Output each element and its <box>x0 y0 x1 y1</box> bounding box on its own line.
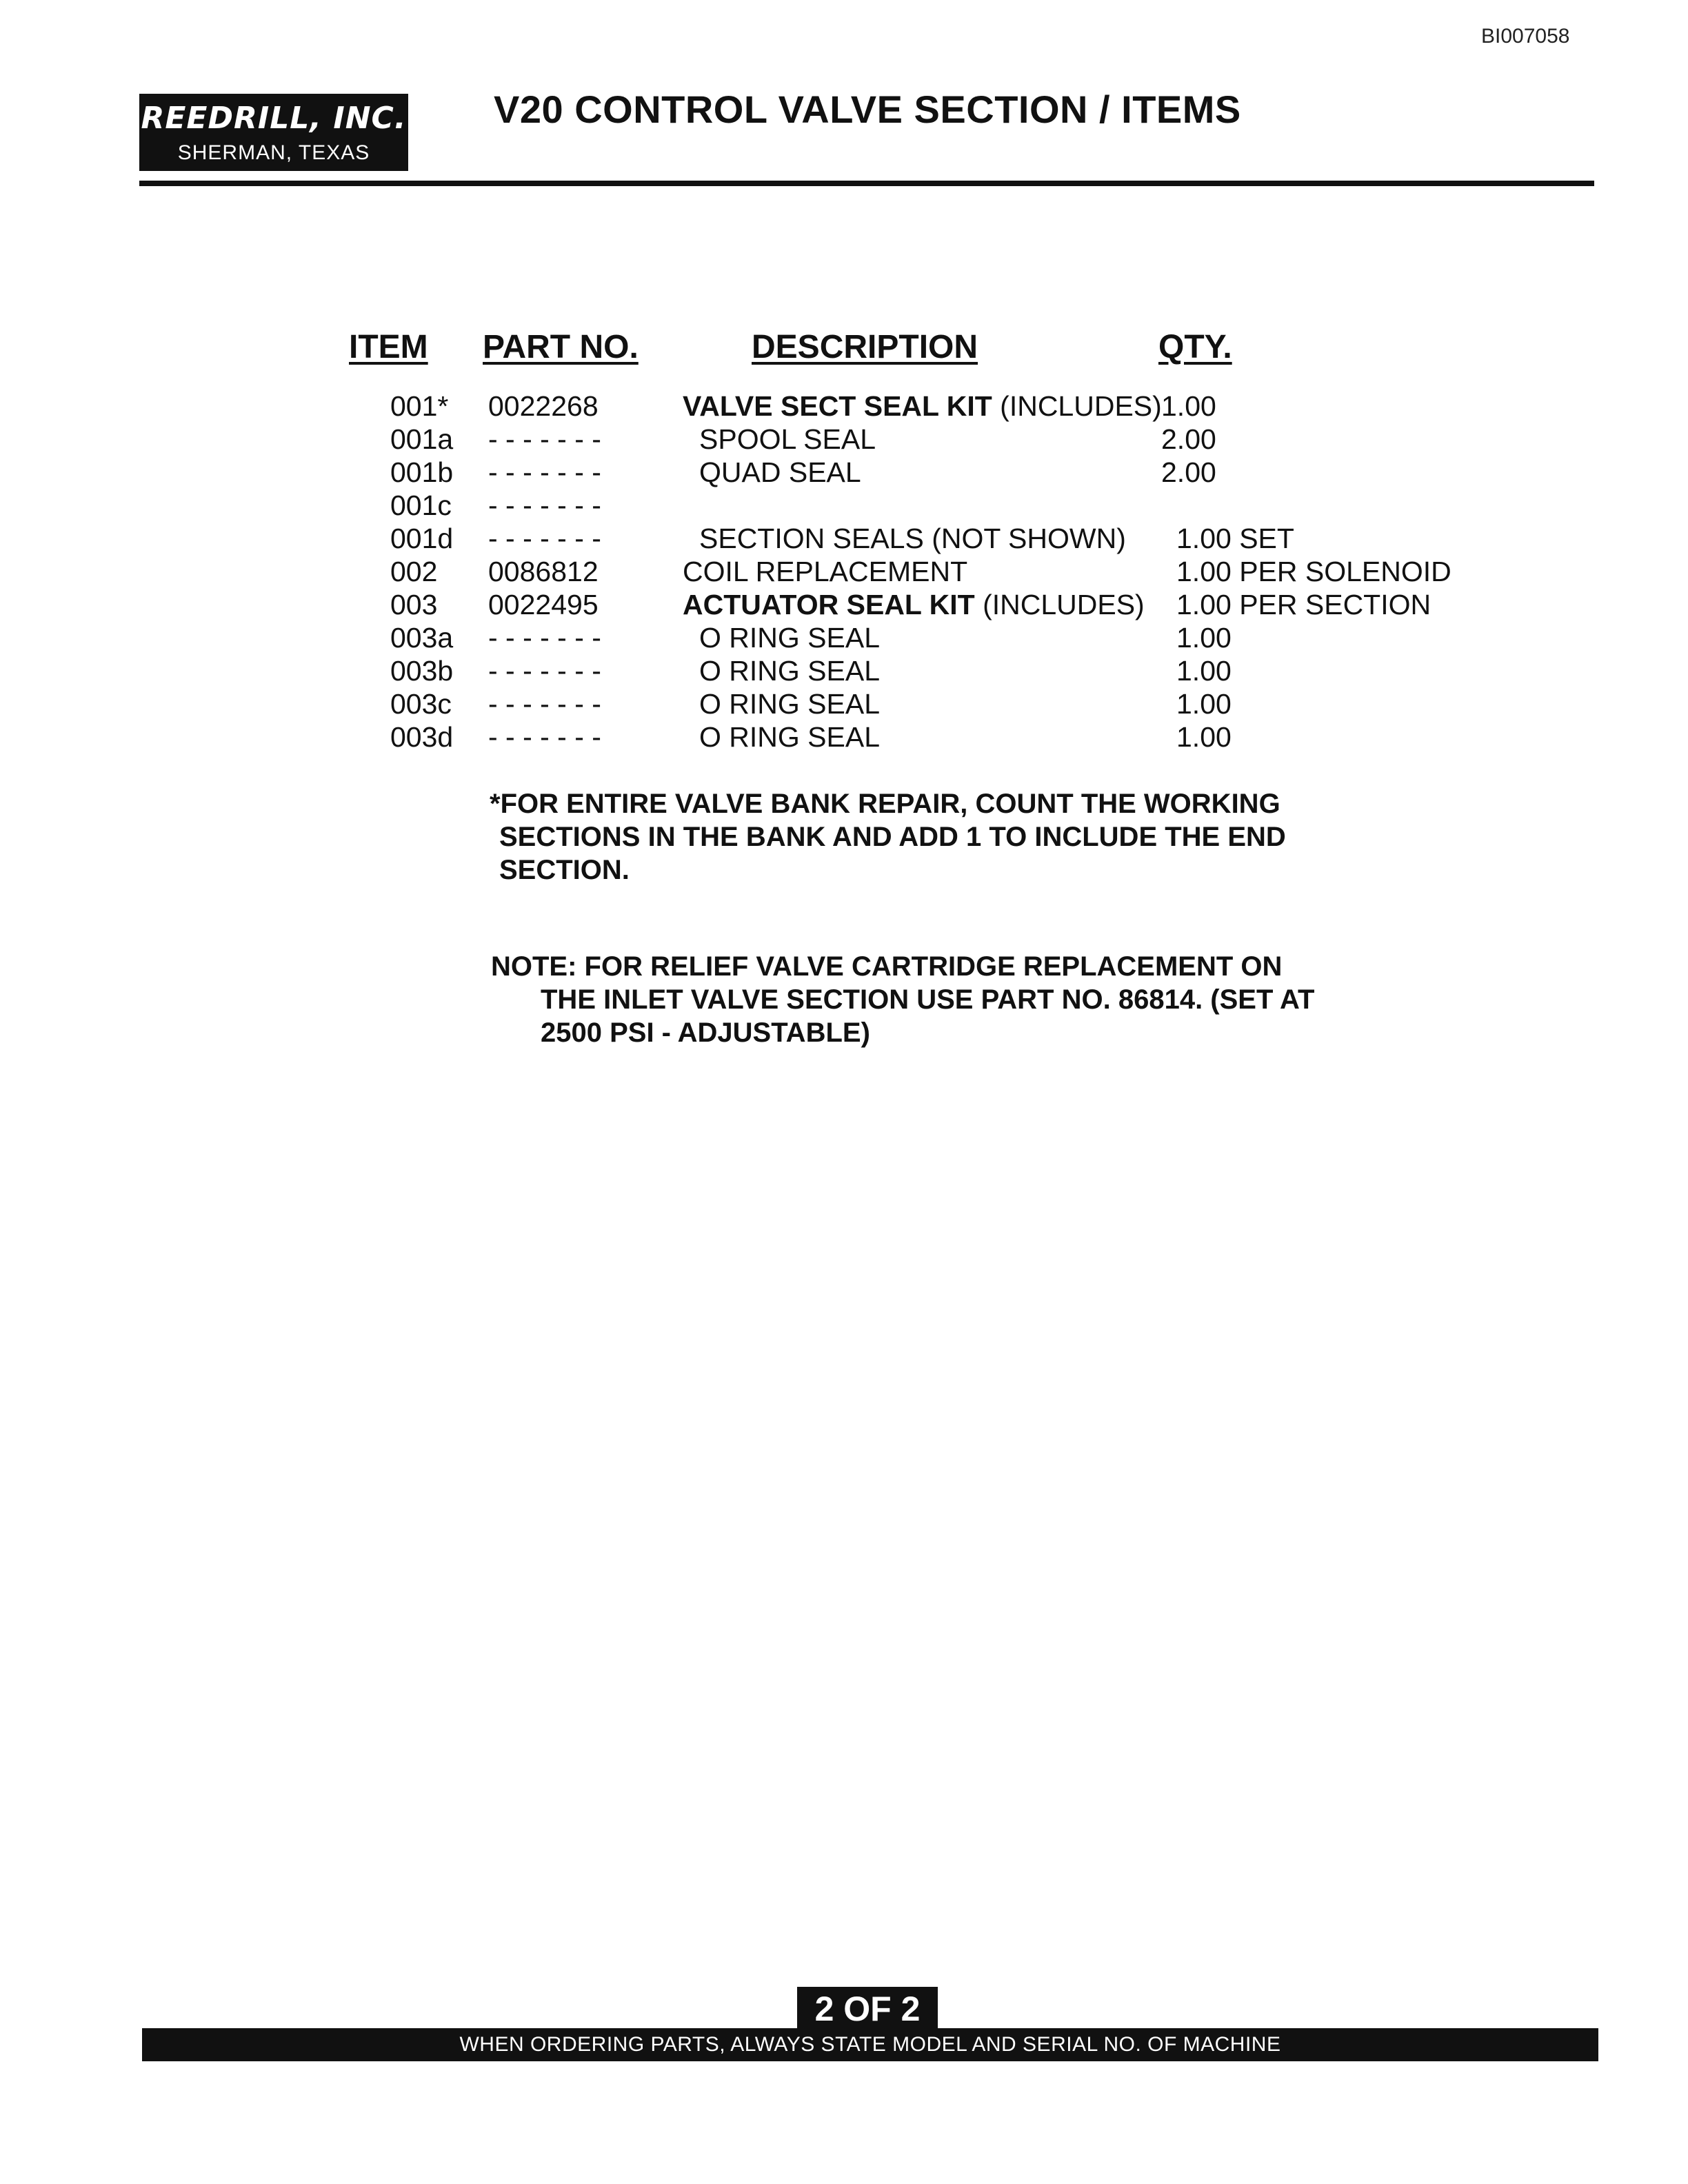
item-number: 003d <box>390 721 454 753</box>
relief-valve-note <box>491 950 1314 1049</box>
part-number: - - - - - - - <box>488 489 601 521</box>
description: SECTION SEALS (NOT SHOWN) <box>699 523 1126 554</box>
description <box>683 589 1145 621</box>
part-number: - - - - - - - <box>488 721 601 753</box>
quantity: 1.00 <box>1176 721 1232 753</box>
table-row <box>0 456 1688 489</box>
part-number: - - - - - - - <box>488 456 601 488</box>
part-number: 0022495 <box>488 589 599 620</box>
description-text: (INCLUDES) <box>974 589 1145 620</box>
table-row <box>0 423 1688 456</box>
footnote-line: SECTION. <box>499 855 630 885</box>
footnote-line: SECTIONS IN THE BANK AND ADD 1 TO INCLUDE THE END <box>499 822 1286 852</box>
table-row <box>0 721 1688 754</box>
table-row <box>0 390 1688 423</box>
company-location: SHERMAN, TEXAS <box>177 141 370 164</box>
description: O RING SEAL <box>699 688 881 720</box>
table-row <box>0 523 1688 556</box>
table-row <box>0 655 1688 688</box>
part-number: - - - - - - - <box>488 655 601 687</box>
table-row <box>0 589 1688 622</box>
part-number: 0022268 <box>488 390 599 422</box>
company-name: REEDRILL, INC. <box>141 101 407 136</box>
item-number: 001a <box>390 423 454 455</box>
item-number: 001* <box>390 390 449 422</box>
description: O RING SEAL <box>699 721 881 753</box>
part-number: - - - - - - - <box>488 688 601 720</box>
parts-table <box>0 390 1688 754</box>
column-header-item: ITEM <box>349 329 428 365</box>
item-number: 003b <box>390 655 454 687</box>
page-title: V20 CONTROL VALVE SECTION / ITEMS <box>494 88 1241 131</box>
item-number: 001c <box>390 489 452 521</box>
item-number: 001b <box>390 456 454 488</box>
column-header-description: DESCRIPTION <box>752 329 978 365</box>
part-number: - - - - - - - <box>488 523 601 554</box>
description: O RING SEAL <box>699 622 881 654</box>
quantity: 1.00 <box>1176 622 1232 654</box>
description-text: (INCLUDES) <box>992 390 1162 422</box>
description <box>683 390 1162 423</box>
part-number: - - - - - - - <box>488 622 601 654</box>
item-number: 002 <box>390 556 438 587</box>
part-number: 0086812 <box>488 556 599 587</box>
item-number: 003c <box>390 688 452 720</box>
item-number: 003 <box>390 589 438 620</box>
item-number: 001d <box>390 523 454 554</box>
note-line: THE INLET VALVE SECTION USE PART NO. 86814. (SET AT <box>541 984 1315 1015</box>
header-divider <box>139 181 1594 186</box>
description: QUAD SEAL <box>699 456 861 488</box>
table-row <box>0 622 1688 655</box>
quantity: 1.00 PER SECTION <box>1176 589 1431 620</box>
item-number: 003a <box>390 622 454 654</box>
table-row <box>0 688 1688 721</box>
quantity: 1.00 <box>1176 688 1232 720</box>
quantity: 1.00 PER SOLENOID <box>1176 556 1451 587</box>
description-bold: VALVE SECT SEAL KIT <box>683 390 992 422</box>
quantity: 2.00 <box>1161 423 1216 455</box>
description: O RING SEAL <box>699 655 881 687</box>
quantity: 1.00 <box>1161 390 1216 422</box>
repair-footnote <box>490 787 1286 887</box>
ordering-instruction-bar: WHEN ORDERING PARTS, ALWAYS STATE MODEL AND SERIAL NO. OF MACHINE <box>142 2028 1598 2061</box>
quantity: 1.00 SET <box>1176 523 1294 554</box>
table-row <box>0 556 1688 589</box>
page-number-badge: 2 OF 2 <box>797 1987 938 2031</box>
quantity: 2.00 <box>1161 456 1216 488</box>
document-id: BI007058 <box>1481 25 1570 48</box>
note-line: 2500 PSI - ADJUSTABLE) <box>541 1018 870 1048</box>
description: COIL REPLACEMENT <box>683 556 968 587</box>
note-line: NOTE: FOR RELIEF VALVE CARTRIDGE REPLACEMENT ON <box>491 951 1283 982</box>
quantity: 1.00 <box>1176 655 1232 687</box>
footnote-line: *FOR ENTIRE VALVE BANK REPAIR, COUNT THE WORKING <box>490 789 1280 819</box>
table-row <box>0 489 1688 523</box>
column-header-part-no: PART NO. <box>483 329 639 365</box>
column-header-qty: QTY. <box>1158 329 1232 365</box>
company-logo <box>139 94 408 171</box>
description-bold: ACTUATOR SEAL KIT <box>683 589 975 620</box>
description: SPOOL SEAL <box>699 423 876 455</box>
part-number: - - - - - - - <box>488 423 601 455</box>
